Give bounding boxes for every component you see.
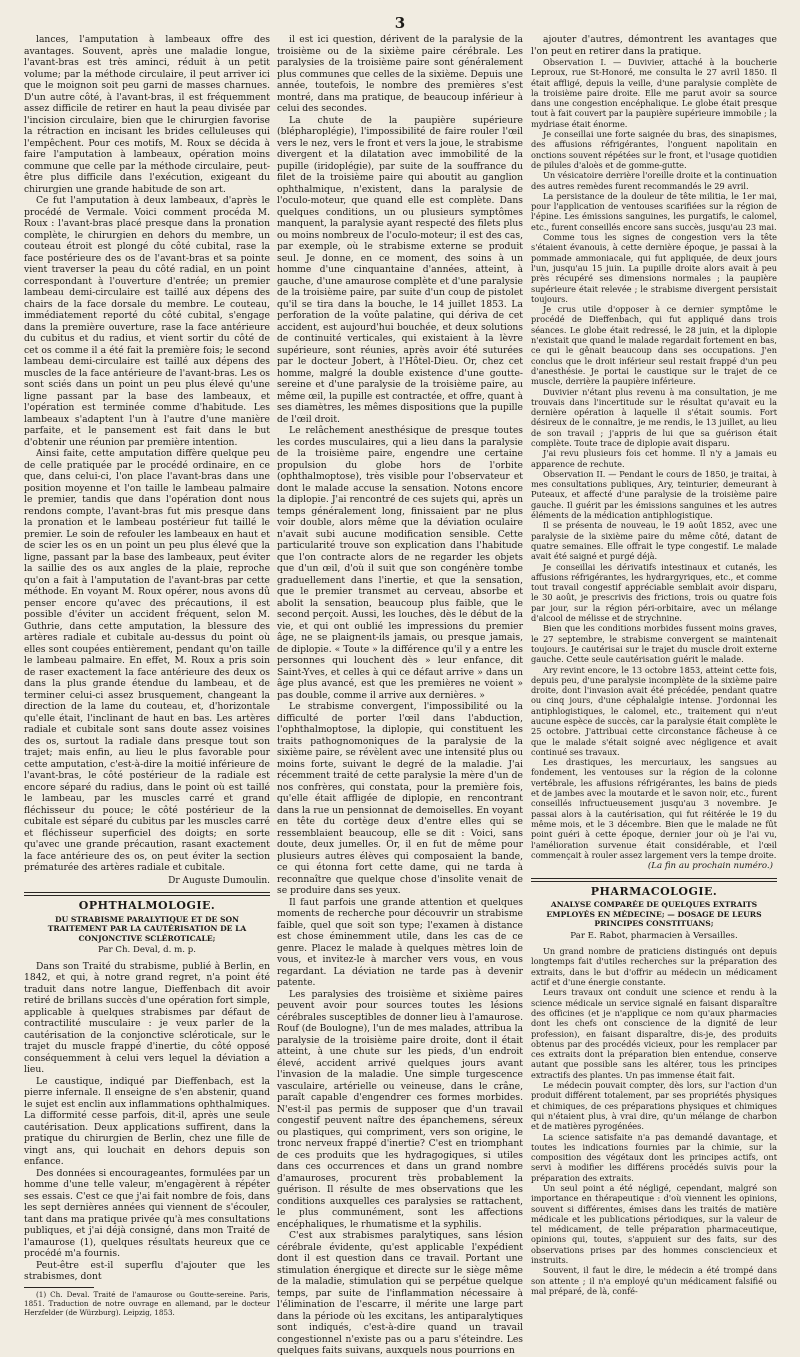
- article-author-rabot: Par E. Rabot, pharmacien à Versailles.: [570, 930, 738, 941]
- section-divider-thin: [24, 895, 270, 896]
- paragraph: J'ai revu plusieurs fois cet homme. Il n'y a jamais eu apparence de rechute.: [531, 448, 777, 469]
- observations-text: [531, 57, 777, 860]
- paragraph: Le relâchement anesthésique de presque toutes les cordes musculaires, qui a lieu dans la paralysie de la troisième paire, engendre une certaine propulsion du globe hors de l'orbite (ophthalmoptose), très visible pour l'observateur et dont le malade accuse la sensation. Notons encore la diplopie. J'ai rencontré de ces sujets qui, après un temps généralement long, finissaient par ne plus voir double, alors même que la déviation oculaire n'avait subi aucune modification sensible. Cette particularité trouve son explication dans l'habitude que l'on contracte alors de ne regarder les objets que d'un œil, d'où il suit que son congénère tombe graduellement dans l'inertie, et que la sensation, que le premier transmet au cerveau, absorbe et abolit la sensation, beaucoup plus faible, que le second perçoit. Aussi, les louches, dès le début de la vie, et qui ont oublié les impressions du premier âge, ne se plaignent-ils jamais, ou presque jamais, de diplopie. « Toute » la différence qu'il y a entre les personnes qui louchent dès » leur enfance, dit Saint-Yves, et celles à qui ce défaut arrive » dans un âge plus avancé, est que les premières ne voient » pas double, comme il arrive aux dernières. »: [277, 425, 523, 701]
- paragraph: Les paralysies des troisième et sixième paires peuvent avoir pour sources toutes les lésions cérébrales susceptibles de donner lieu à l'amaurose. Rouf (de Boulogne), l'un de mes malades, attribua la paralysie de la troisième paire droite, dont il était atteint, à une chute sur les pieds, d'un endroit élevé, accident arrivé quelques jours avant l'invasion de la maladie. Une simple turgescence vasculaire, artérielle ou veineuse, dans le crâne, paraît capable d'engendrer ces formes morbides. N'est-il pas permis de supposer que d'un travail congestif peuvent naître des épanchemens, séreux ou plastiques, qui compriment, vers son origine, le tronc nerveux frappé d'inertie? C'est en triomphant de ces produits que les hydragogiques, si utiles dans ces occurrences et dans un grand nombre d'amauroses, procurent très probablement la guérison. Il résulte de mes observations que les conditions auxquelles ces paralysies se rattachent, le plus communément, sont les affections encéphaliques, le rhumatisme et la syphilis.: [277, 988, 523, 1230]
- paragraph: Le médecin pouvait compter, dès lors, sur l'action d'un produit différent totalement, par ses propriétés physiques et chimiques, de ces préparations physiques et chimiques qui n'étaient plus, à vrai dire, qu'un mélange de charbon et de matières pyrogénées.: [531, 1080, 777, 1132]
- column-left-text: [24, 34, 270, 874]
- paragraph: La persistance de la douleur de tête militia, le 1er mai, pour l'application de ventouses scarifiées sur la région de l'épine. Les émissions sanguines, les purgatifs, le calomel, etc., furent conseillés encore sans succès, jusqu'au 23 mai.: [531, 190, 777, 232]
- paragraph: Ce fut l'amputation à deux lambeaux, d'après le procédé de Vermale. Voici comment procéda M. Roux : l'avant-bras placé presque dans la pronation complète, le chirurgien en dehors du membre, un couteau étroit est plongé du côté cubital, rase la face postérieure des os de l'avant-bras et sa pointe vient traverser la peau du côté radial, en un point correspondant à l'ouverture d'entrée; un premier lambeau demi-circulaire est taillé aux dépens des chairs de la face dorsale du membre. Le couteau, immédiatement reporté du côté cubital, s'engage dans la première ouverture, rase la face antérieure du cubitus et du radius, et vient sortir du côté de cet os comme il a été fait la première fois; le second lambeau demi-circulaire est taillé aux dépens des muscles de la face antérieure de l'avant-bras. Les os sont sciés dans un point un peu plus élevé qu'une ligne passant par la base des lambeaux, et l'opération est terminée comme d'habitude. Les lambeaux s'adaptent l'un à l'autre d'une manière parfaite, et le pansement est fait dans le but d'obtenir une réunion par première intention.: [24, 195, 270, 448]
- paragraph: lances, l'amputation à lambeaux offre des avantages. Souvent, après une maladie longue, l'avant-bras est très aminci, réduit à un petit volume; par la méthode circulaire, il peut arriver ici que le moignon soit peu garni de masses charnues. D'un autre côté, à l'avant-bras, il est fréquemment assez difficile de retirer en haut la peau divisée par l'incision circulaire, bien que le chirurgien favorise la rétraction en incisant les brides celluleuses qui l'empêchent. Pour ces motifs, M. Roux se décida à faire l'amputation à lambeaux, opération moins commune que celle par la méthode circulaire, peut-être plus difficile dans l'exécution, exigeant du chirurgien une grande habitude de son art.: [24, 34, 270, 195]
- section-title-pharmacology: PHARMACOLOGIE.: [590, 884, 718, 898]
- paragraph: il est ici question, dérivent de la paralysie de la troisième ou de la sixième paire cérébrale. Les paralysies de la troisième paire sont généralement plus communes que celles de la sixième. Depuis une année, toutefois, le nombre des premières s'est montré, dans ma pratique, de beaucoup inférieur à celui des secondes.: [277, 34, 523, 114]
- paragraph: Bien que les conditions morbides fussent moins graves, le 27 septembre, le strabisme convergent se maintenait toujours. Je cautérisai sur le trajet du muscle droit externe gauche. Cette seule cautérisation guérit le malade.: [531, 623, 777, 665]
- paragraph: Leurs travaux ont conduit une science et rendu à la science médicale un service signalé en faisant disparaître des officines (et je n'applique ce nom qu'aux pharmacies dont les chefs ont conscience de la dignité de leur profession), en faisant disparaître, dis-je, des produits obtenus par des procédés vicieux, pour les remplacer par ces extraits dont la préparation bien entendue, conserve autant que possible sans les altérer, tous les principes extractifs des plantes. Un pas immense était fait.: [531, 987, 777, 1080]
- paragraph: Observation I. — Duvivier, attaché à la boucherie Leproux, rue St-Honoré, me consulta le 27 avril 1850. Il était affligé, depuis la veille, d'une paralysie complète de la troisième paire droite. Elle me parut avoir sa source dans une congestion encéphalique. Le globe était presque tout à fait couvert par la paupière supérieure immobile ; la mydriase était énorme.: [531, 57, 777, 129]
- paragraph: Ainsi faite, cette amputation diffère quelque peu de celle pratiquée par le procédé ordinaire, en ce que, dans celui-ci, l'on place l'avant-bras dans une position moyenne et l'on taille le lambeau palmaire le premier, tandis que dans l'opération dont nous rendons compte, l'avant-bras fut mis presque dans la pronation et le lambeau postérieur fut taillé le premier. Le soin de refouler les lambeaux en haut et de scier les os en un point un peu plus élevé que la ligne, passant par la base des lambeaux, peut éviter la saillie des os aux angles de la plaie, reproche qu'on a fait à l'amputation de l'avant-bras par cette méthode. En voyant M. Roux opérer, nous avons dû penser encore qu'avec des précautions, il est possible d'éviter un accident fréquent, selon M. Guthrie, dans cette amputation, la blessure des artères radiale et cubitale au-dessus du point où elles sont coupées entièrement, pendant qu'on taille le lambeau palmaire. En effet, M. Roux a pris soin de raser exactement la face antérieure des deux os dans la plus grande étendue du lambeau, et de terminer celui-ci assez brusquement, changeant la direction de la lame du couteau, et, d'horizontale qu'elle était, l'inclinant de haut en bas. Les artères radiale et cubitale sont sans doute assez voisines des os, surtout la radiale dans presque tout son trajet; mais enfin, au lieu le plus favorable pour cette amputation, c'est-à-dire la moitié inférieure de l'avant-bras, le côté postérieur de la radiale est encore séparé du radius, dans le point où est taillé le lambeau, par les muscles carré et grand fléchisseur du pouce; le côté postérieur de la cubitale est séparé du cubitus par les muscles carré et fléchisseur superficiel des doigts; en sorte qu'avec une grande précaution, rasant exactement la face antérieure des os, on peut éviter la section prématurée des artères radiale et cubitale.: [24, 448, 270, 873]
- paragraph: Un seul point a été négligé, cependant, malgré son importance en thérapeutique : d'où viennent les opinions, souvent si différentes, émises dans les traités de matière médicale et les publications périodiques, sur la valeur de tel médicament, de telle préparation pharmaceutique, opinions qui, toutes, s'appuient sur des faits, sur des observations prises par des hommes consciencieux et instruits.: [531, 1182, 777, 1266]
- paragraph: C'est aux strabismes paralytiques, sans lésion cérébrale évidente, qu'est applicable l'expédient dont il est question dans ce travail. Portant une stimulation énergique et directe sur le siège même de la maladie, stimulation qui se perpétue quelque temps, par suite de l'inflammation nécessaire à l'élimination de l'escarre, il mérite une large part dans la période où les excitans, les antiparalytiques sont indiqués, c'est-à-dire quand un travail congestionnel n'existe pas ou a paru s'éteindre. Les quelques faits suivans, auxquels nous pourrions en: [277, 1230, 523, 1356]
- paragraph: Je crus utile d'opposer à ce dernier symptôme le procédé de Dieffenbach, qui fut appliqué dans trois séances. Le globe était redressé, le 28 juin, et la diplopie n'existait que quand le malade regardait fortement en bas, ce qui le gênait beaucoup dans ses occupations. J'en conclus que le droit inférieur seul restait frappé d'un peu d'anesthésie. Je portai le caustique sur le trajet de ce muscle, derrière la paupière inférieure.: [531, 304, 777, 387]
- paragraph: Dans son Traité du strabisme, publié à Berlin, en 1842, et qui, à notre grand regret, n'a point été traduit dans notre langue, Dieffenbach dit avoir retiré de brillans succès d'une opération fort simple, applicable à quelques strabismes par défaut de contractilité musculaire : je veux parler de la cautérisation de la conjonctive scléroticale, sur le trajet du muscle frappé d'inertie, du côté opposé conséquemment à celui vers lequel la déviation a lieu.: [24, 960, 270, 1075]
- paragraph: Peut-être est-il superflu d'ajouter que les strabismes, dont: [24, 1259, 270, 1282]
- paragraph: Duvivier n'étant plus revenu à ma consultation, je me trouvais dans l'incertitude sur le résultat qu'avait eu la dernière opération à laquelle il s'était soumis. Fort désireux de le connaître, je me rendis, le 13 juillet, au lieu de son travail ; j'appris de lui que sa guérison était complète. Toute trace de diplopie avait disparu.: [531, 386, 777, 448]
- article-author-deval: Par Ch. Deval, d. m. p.: [98, 945, 196, 955]
- article-body-strabisme: [24, 961, 270, 1283]
- paragraph: Je conseillai les dérivatifs intestinaux et cutanés, les affusions réfrigérantes, les hydrargyriques, etc., et comme tout travail congestif appréciable semblait avoir disparu, le 30 août, je prescrivis des frictions, trois ou quatre fois par jour, sur la région péri-orbitaire, avec un mélange d'alcool de mélisse et de strychnine.: [531, 561, 777, 624]
- section-divider-thin: [531, 881, 777, 882]
- paragraph: Un grand nombre de praticiens distingués ont depuis longtemps fait d'utiles recherches sur la préparation des extraits, dans le but d'offrir au médecin un médicament actif et d'une énergie constante.: [531, 946, 777, 988]
- paragraph: Il se présenta de nouveau, le 19 août 1852, avec une paralysie de la sixième paire du même côté, datant de quatre semaines. Elle offrait le type congestif. Le malade avait été saigné et purgé déjà.: [531, 520, 777, 562]
- paragraph: Observation II. — Pendant le cours de 1850, je traitai, à mes consultations publiques, Ary, teinturier, demeurant à Puteaux, et affecté d'une paralysie de la troisième paire gauche. Il guérit par les émissions sanguines et les autres éléments de la médication antiphlogistique.: [531, 468, 777, 521]
- paragraph: La science satisfaite n'a pas demandé davantage, et toutes les indications fournies par la chimie, sur la composition des végétaux dont les principes actifs, ont servi à modifier les différens procédés suivis pour la préparation des extraits.: [531, 1131, 777, 1183]
- column-middle-text: [277, 34, 523, 1357]
- column-right: [531, 34, 777, 1296]
- section-divider: [531, 878, 777, 879]
- paragraph: Je conseillai une forte saignée du bras, des sinapismes, des affusions réfrigérantes, l'onguent napolitain en onctions souvent répétées sur le front, et l'usage quotidien de pilules d'aloès et de gomme-gutte.: [531, 129, 777, 170]
- paragraph: Des données si encourageantes, formulées par un homme d'une telle valeur, m'engagèrent à répéter ses essais. C'est ce que j'ai fait nombre de fois, dans les sept dernières années qui viennent de s'écouler, tant dans ma pratique privée qu'à mes consultations publiques, et j'ai déjà consigné, dans mon Traité de l'amaurose (1), quelques résultats heureux que ce procédé m'a fournis.: [24, 1167, 270, 1259]
- paragraph: ajouter d'autres, démontrent les avantages que l'on peut en retirer dans la pratique.: [531, 34, 777, 57]
- page-number: 3: [394, 14, 406, 32]
- paragraph: Ary revint encore, le 13 octobre 1853, atteint cette fois, depuis peu, d'une paralysie incomplète de la sixième paire droite, dont l'invasion avait été précédée, pendant quatre ou cinq jours, d'une céphalalgie intense. J'ordonnai les antiphlogistiques, le calomel, etc., traitement qui n'eut aucune espèce de succès, car la paralysie était complète le 25 octobre. J'attribuai cette circonstance fâcheuse à ce que le malade s'était soigné avec négligence et avait continué ses travaux.: [531, 664, 777, 757]
- paragraph: Comme tous les signes de congestion vers la tête s'étaient évanouis, à cette dernière époque, je passai à la pommade ammoniacale, qui fut appliquée, de deux jours l'un, jusqu'au 15 juin. La pupille droite alors avait à peu près récupéré ses dimensions normales ; la paupière supérieure était relevée ; le strabisme divergent persistait toujours.: [531, 232, 777, 304]
- column-left: [24, 34, 270, 1317]
- paragraph: Le strabisme convergent, l'impossibilité ou la difficulté de porter l'œil dans l'abduction, l'ophthalmoptose, la diplopie, qui constituent les traits pathognomoniques de la paralysie de la sixième paire, se révèlent avec une intensité plus ou moins forte, suivant le degré de la maladie. J'ai récemment traité de cette paralysie la mère d'un de nos confrères, qui constata, pour la première fois, qu'elle était affligée de diplopie, en rencontrant dans la rue un pensionnat de demoiselles. En voyant en tête du cortège deux d'entre elles qui se ressemblaient beaucoup, elle se dit : Voici, sans doute, deux jumelles. Or, il en fut de même pour plusieurs autres élèves qui composaient la bande, ce qui étonna fort cette dame, qui ne tarda à reconnaître que quelque chose d'insolite venait de se produire dans ses yeux.: [277, 701, 523, 896]
- article-title-strabisme: DU STRABISME PARALYTIQUE ET DE SON TRAITEMENT PAR LA CAUTÉRISATION DE LA CONJONCTIVE SCLÉROTICALE;: [47, 914, 247, 943]
- continued-note: (La fin au prochain numéro.): [647, 861, 773, 872]
- column-right-text: [531, 34, 777, 57]
- author-signature: Dr Auguste Dumoulin.: [168, 875, 270, 886]
- paragraph: Les drastiques, les mercuriaux, les sangsues au fondement, les ventouses sur la région de la colonne vertébrale, les affusions réfrigérantes, les bains de pieds et de jambes avec la moutarde et le savon noir, etc., furent conseillés infructueusement jusqu'au 3 novembre. Je passai alors à la cautérisation, qui fut réitérée le 19 du même mois, et le 3 décembre. Bien que le malade ne fût point guéri à cette époque, dernier jour où je l'ai vu, l'amélioration survenue était considérable, et l'œil commençait à rouler assez largement vers la tempe droite.: [531, 757, 777, 860]
- column-middle: [277, 34, 523, 1356]
- paragraph: Un vésicatoire derrière l'oreille droite et la continuation des autres remèdes furent recommandés le 29 avril.: [531, 170, 777, 191]
- section-title-ophthalmology: OPHTHALMOLOGIE.: [78, 899, 216, 912]
- footnote-divider: [24, 1287, 94, 1288]
- section-divider: [24, 892, 270, 893]
- paragraph: Le caustique, indiqué par Dieffenbach, est la pierre infernale. Il enseigne de s'en abstenir, quand le sujet est enclin aux inflammations ophthalmiques. La difformité cesse parfois, dit-il, après une seule cautérisation. Deux applications suffirent, dans la pratique du chirurgien de Berlin, chez une fille de vingt ans, qui louchait en dehors depuis son enfance.: [24, 1075, 270, 1167]
- paragraph: La chute de la paupière supérieure (blépharoplégie), l'impossibilité de faire rouler l'œil vers le nez, vers le front et vers la joue, le strabisme divergent et la dilatation avec immobilité de la pupille (iridoplégie), par suite de la souffrance du filet de la troisième paire qui aboutit au ganglion ophthalmique, n'existent, dans la paralysie de l'oculo-moteur, que quand elle est complète. Dans quelques conditions, un ou plusieurs symptômes manquent, la paralysie ayant respecté des filets plus ou moins nombreux de l'oculo-moteur; il est des cas, par exemple, où le strabisme externe se produit seul. Je donne, en ce moment, des soins à un homme d'une cinquantaine d'années, atteint, à gauche, d'une amaurose complète et d'une paralysie de la troisième paire, par suite d'un coup de pistolet qu'il se tira dans la bouche, le 14 juillet 1853. La perforation de la voûte palatine, qui dériva de cet accident, est aujourd'hui bouchée, et deux solutions de continuité verticales, qui existaient à la lèvre supérieure, sont réunies, après avoir été suturées par le docteur Jobert, à l'Hôtel-Dieu. Or, chez cet homme, malgré la double existence d'une goutte-sereine et d'une paralysie de la troisième paire, au même œil, la pupille est contractée, et offre, quant à ses diamètres, les mêmes dispositions que la pupille de l'œil droit.: [277, 114, 523, 425]
- article-body-extraits: [531, 946, 777, 1296]
- footnote: (1) Ch. Deval. Traité de l'amaurose ou Goutte-sereine. Paris, 1851. Traduction de notre ouvrage en allemand, par le docteur Herzfelder (de Würzburg). Leipzig, 1853.: [24, 1289, 270, 1317]
- paragraph: Souvent, il faut le dire, le médecin a été trompé dans son attente ; il n'a employé qu'un médicament falsifié ou mal préparé, de là, confé-: [531, 1265, 777, 1296]
- article-title-extraits: ANALYSE COMPARÉE DE QUELQUES EXTRAITS EMPLOYÉS EN MÉDECINE; — DOSAGE DE LEURS PRINCIPES CONSTITUANS;: [546, 900, 762, 929]
- paragraph: Il faut parfois une grande attention et quelques moments de recherche pour découvrir un strabisme faible, quel que soit son type; l'examen à distance est chose éminemment utile, dans les cas de ce genre. Placez le malade à quelques mètres loin de vous, et invitez-le à marcher vers vous, en vous regardant. La déviation ne tarde pas à devenir patente.: [277, 896, 523, 988]
